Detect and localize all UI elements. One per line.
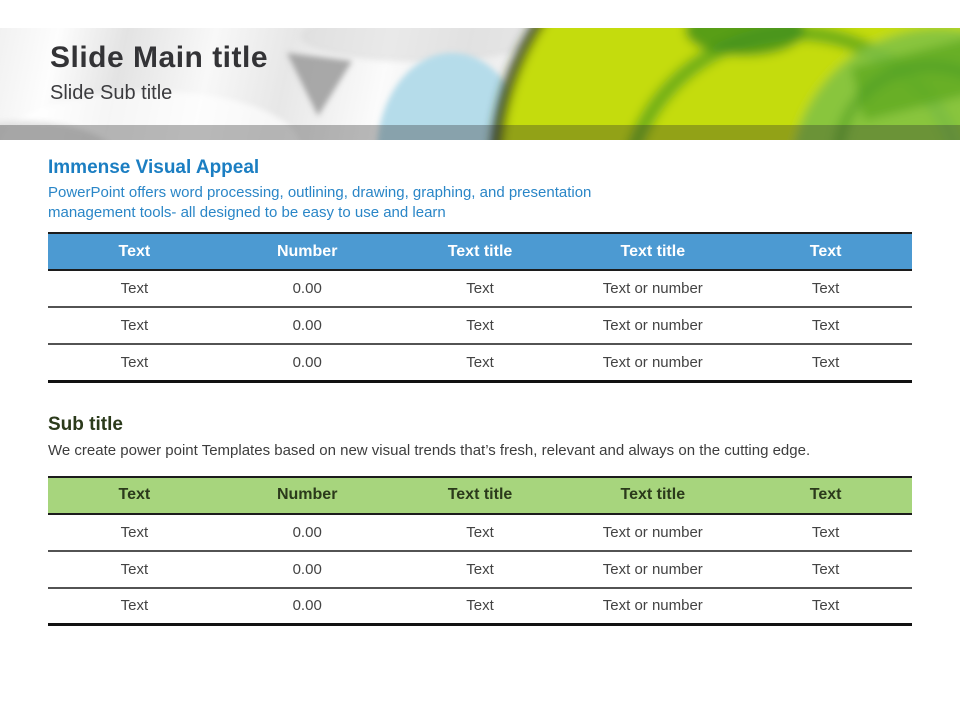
top-white-band — [0, 0, 960, 28]
table-cell: Text or number — [566, 514, 739, 551]
table-cell: Text or number — [566, 551, 739, 588]
table-row — [48, 307, 912, 344]
column-header: Number — [221, 477, 394, 514]
section-sub-title — [48, 414, 912, 627]
table-cell: Text — [394, 270, 567, 307]
section-1-heading: Immense Visual Appeal — [48, 157, 260, 178]
table-cell: Text — [48, 307, 221, 344]
slide-header-banner — [0, 28, 960, 140]
table-cell: Text — [48, 514, 221, 551]
slide-sub-title: Slide Sub title — [50, 82, 173, 104]
banner-titles — [50, 41, 268, 105]
table-cell: Text or number — [566, 307, 739, 344]
table-cell: 0.00 — [221, 270, 394, 307]
table-cell: Text — [120, 597, 149, 615]
blue-data-table — [48, 232, 912, 383]
column-header: Text title — [566, 477, 739, 514]
table-cell: Text — [739, 551, 912, 588]
table-cell: Text — [811, 353, 840, 371]
table-row — [48, 270, 912, 307]
table-header-row — [48, 477, 912, 514]
table-cell: Text — [739, 270, 912, 307]
table-cell: Text — [48, 551, 221, 588]
table-cell: Text — [739, 514, 912, 551]
table-cell: Text — [466, 353, 494, 371]
table-cell: Text — [394, 307, 567, 344]
banner-bottom-strip — [0, 125, 960, 140]
table-row — [48, 514, 912, 551]
table-cell: Text — [811, 597, 840, 615]
column-header: Text title — [566, 233, 739, 270]
column-header: Text — [739, 233, 912, 270]
section-2-body: We create power point Templates based on new visual trends that’s fresh, relevant and always on the cutting edge. — [48, 441, 811, 459]
column-header: Text — [739, 477, 912, 514]
table-cell: 0.00 — [221, 307, 394, 344]
table-cell: Text or number — [602, 353, 703, 371]
table-cell: Text — [466, 597, 494, 615]
column-header: Text — [48, 477, 221, 514]
table-cell: Text — [48, 270, 221, 307]
section-2-heading: Sub title — [48, 413, 123, 435]
green-data-table — [48, 476, 912, 627]
column-header: Text title — [394, 233, 567, 270]
table-cell: 0.00 — [292, 353, 322, 371]
section-immense-visual-appeal — [48, 157, 912, 383]
table-cell: 0.00 — [221, 514, 394, 551]
table-cell: Text or number — [602, 597, 703, 615]
table-header-row — [48, 233, 912, 270]
column-header: Text — [48, 233, 221, 270]
table-row — [48, 344, 912, 381]
table-cell: 0.00 — [292, 597, 322, 615]
slide-content — [0, 157, 960, 626]
section-1-body: PowerPoint offers word processing, outlining, drawing, graphing, and presentation management tools- all designed to be easy to use and learn — [48, 184, 592, 221]
table-cell: Text — [394, 514, 567, 551]
table-cell: Text — [739, 307, 912, 344]
table-row — [48, 588, 912, 625]
column-header: Text title — [394, 477, 567, 514]
table-row — [48, 551, 912, 588]
column-header: Number — [221, 233, 394, 270]
slide-main-title: Slide Main title — [50, 41, 269, 74]
table-cell: Text — [394, 551, 567, 588]
table-cell: Text or number — [566, 270, 739, 307]
table-cell: 0.00 — [221, 551, 394, 588]
table-cell: Text — [120, 353, 149, 371]
